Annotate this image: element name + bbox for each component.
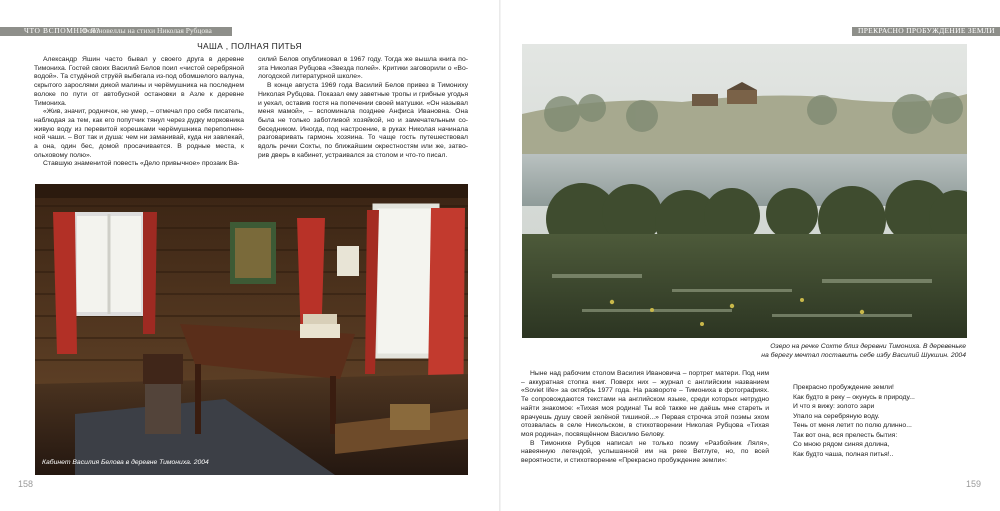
page-number-right: 159 [966,479,982,489]
caption-line: на берегу мечтал поставить себе избу Василий Шукшин. 2004 [761,351,966,359]
poem-line: Со мною рядом синяя долина, [793,441,890,448]
paragraph: Александр Яшин часто бывал у своего друга в деревне Тимониха. Гостей своих Василий Белов поил «чистой серебряной водой». Та студёной струёй выбегала из-под обомшелого валуна, скрытого зарослями дикой малины и черёмушника на последнем волоке по пути от автобусной остановки в Азле к деревне Тимониха. [34,56,244,107]
paragraph: Ныне над рабочим столом Василия Ивановича – портрет матери. Под ним – аккуратная стопка книг. Поверх них – журнал с английским названием «Soviet life» за октябрь 1977 года. На развороте – Тимониха в фотографиях. Те сопровождаются текстами на английском языке, среди которых нетрудно найти знакомое: «Тихая моя родина! Ты всё также не даёшь мне стареть и врачуешь душу своей зелёной тишиной...» Первая строчка этой поэмы эхом отозвалась в селе Никольском, в стихотворении Николая Рубцова «Тихая моя родина», посвящённом Василию Белову. [521,370,769,438]
left-running-header-section: ЧТО ВСПОМНЮ Я? [24,26,100,35]
right-running-header-title: ПРЕКРАСНО ПРОБУЖДЕНИЕ ЗЕМЛИ [858,26,995,35]
lake-photo [522,44,967,338]
paragraph: силий Белов опубликовал в 1967 году. Тогда же вышла книга поэта Николая Рубцова «Звезда полей». Критики заговорили о «Вологодской литературной школе». [258,56,468,81]
interior-photo [35,184,468,475]
poem-line: Тень от меня летит по полю длинно... [793,422,912,429]
poem [793,383,915,459]
paragraph: Ставшую знаменитой повесть «Дело привычное» прозаик Ва- [43,160,240,168]
paragraph: В Тимонихе Рубцов написал не только поэму «Разбойник Ляля», навеянную легендой, услышанной им на реке Ветлуге, но, по всей вероятности, и стихотворение «Прекрасно пробуждение земли»: [521,439,769,465]
poem-line: Прекрасно пробуждение земли! [793,384,894,391]
caption-line: Озеро на речке Сохте близ деревни Тимониха. В деревеньке [770,343,966,350]
poem-line: И что я вижу: золото зари [793,403,875,410]
poem-line: Как будто в реку – окунусь в природу... [793,393,915,401]
poem-line: Так вот она, вся прелесть бытия: [793,431,898,439]
poem-line: Как будто чаша, полная питья!.. [793,450,894,458]
left-text-column-1 [34,56,244,169]
chapter-heading: ЧАША , ПОЛНАЯ ПИТЬЯ [197,41,302,51]
left-text-column-2 [258,56,468,160]
page-gutter [499,0,501,511]
page-number-left: 158 [18,479,34,489]
paragraph: «Жив, значит, родничок, не умер, – отмечал про себя писатель, наблюдая за тем, как его попутчик тянул через дудку морковника живую воду из перевитой корешками черёмушника переполненной чаши. – Вот так и душа: чем ни заманивай, куда ни завлекай, а она, один бес, домой просачивается. В родные места, к ольховому полю». [34,108,244,159]
lake-photo-caption [730,343,966,361]
paragraph: В конце августа 1969 года Василий Белов привез в Тимониху Николая Рубцова. Показал ему заветные тропы и грибные угодья и уехал, оставив гостя на попечении своей матушки. «Он называл меня мамой», – вспоминала позднее Анфиса Ивановна. Она была не только заботливой хозяйкой, но и замечательным собеседником. Иногда, под настроение, в руках Николая начинала разговаривать гармонь хозяина. То чаще гость путешествовал вдоль речки Сохты, по ближайшим окрестностям или же, затворив дверь в кабинет, устраивался за столом и что-то писал. [258,82,468,159]
left-running-header-title: Фотоновеллы на стихи Николая Рубцова [82,26,212,35]
right-text-column [521,370,769,466]
interior-photo-caption: Кабинет Василия Белова в деревне Тимониха. 2004 [42,459,209,466]
poem-line: Упало на серебряную воду. [793,412,880,420]
